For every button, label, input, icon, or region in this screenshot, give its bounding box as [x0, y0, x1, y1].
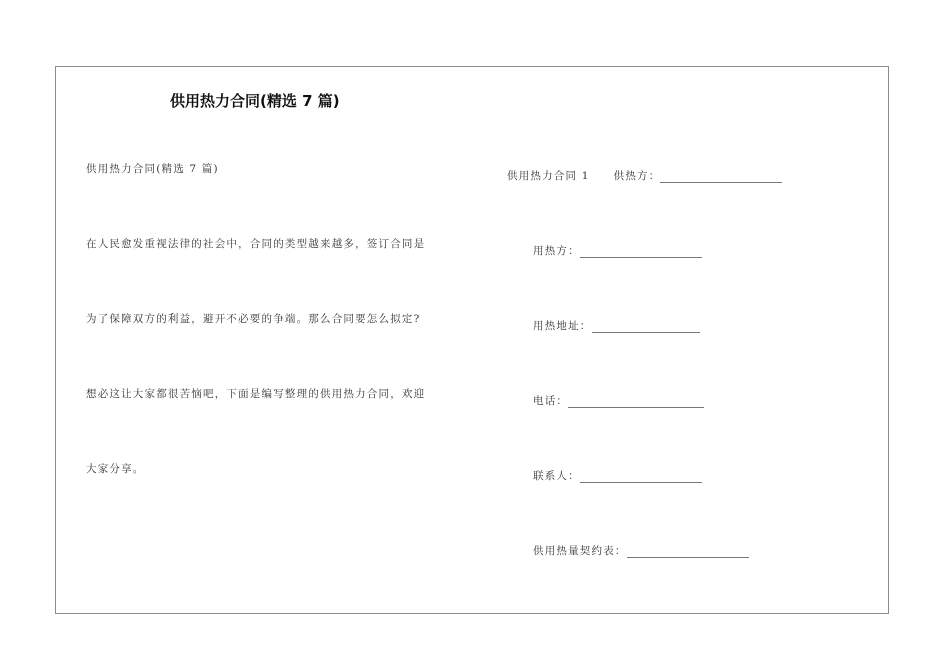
- contact-field: [533, 468, 702, 483]
- address-blank[interactable]: [592, 321, 700, 333]
- intro-subtitle: 供用热力合同(精选 7 篇): [86, 163, 219, 175]
- user-blank[interactable]: [580, 246, 702, 258]
- intro-line-1: 在人民愈发重视法律的社会中，合同的类型越来越多，签订合同是: [86, 238, 426, 250]
- supplier-label: 供热方：: [613, 170, 661, 182]
- volume-table-blank[interactable]: [627, 546, 749, 558]
- user-field: [533, 243, 702, 258]
- address-label: 用热地址：: [533, 320, 592, 332]
- address-field: [533, 318, 700, 333]
- phone-field: [533, 393, 704, 408]
- volume-table-label: 供用热量契约表：: [533, 545, 627, 557]
- phone-blank[interactable]: [568, 396, 704, 408]
- document-title: 供用热力合同(精选 7 篇): [170, 92, 340, 110]
- phone-label: 电话：: [533, 395, 569, 407]
- contact-label: 联系人：: [533, 470, 580, 482]
- user-label: 用热方：: [533, 245, 580, 257]
- contact-blank[interactable]: [580, 471, 702, 483]
- intro-line-3: 想必这让大家都很苦恼吧，下面是编写整理的供用热力合同，欢迎: [86, 388, 426, 400]
- contract-heading-row: [507, 168, 782, 183]
- intro-line-2: 为了保障双方的利益，避开不必要的争端。那么合同要怎么拟定?: [86, 313, 421, 325]
- contract-heading: 供用热力合同 1: [507, 170, 590, 182]
- supplier-blank[interactable]: [660, 171, 782, 183]
- page-frame: [55, 66, 889, 614]
- volume-table-field: [533, 543, 749, 558]
- intro-line-4: 大家分享。: [86, 463, 145, 475]
